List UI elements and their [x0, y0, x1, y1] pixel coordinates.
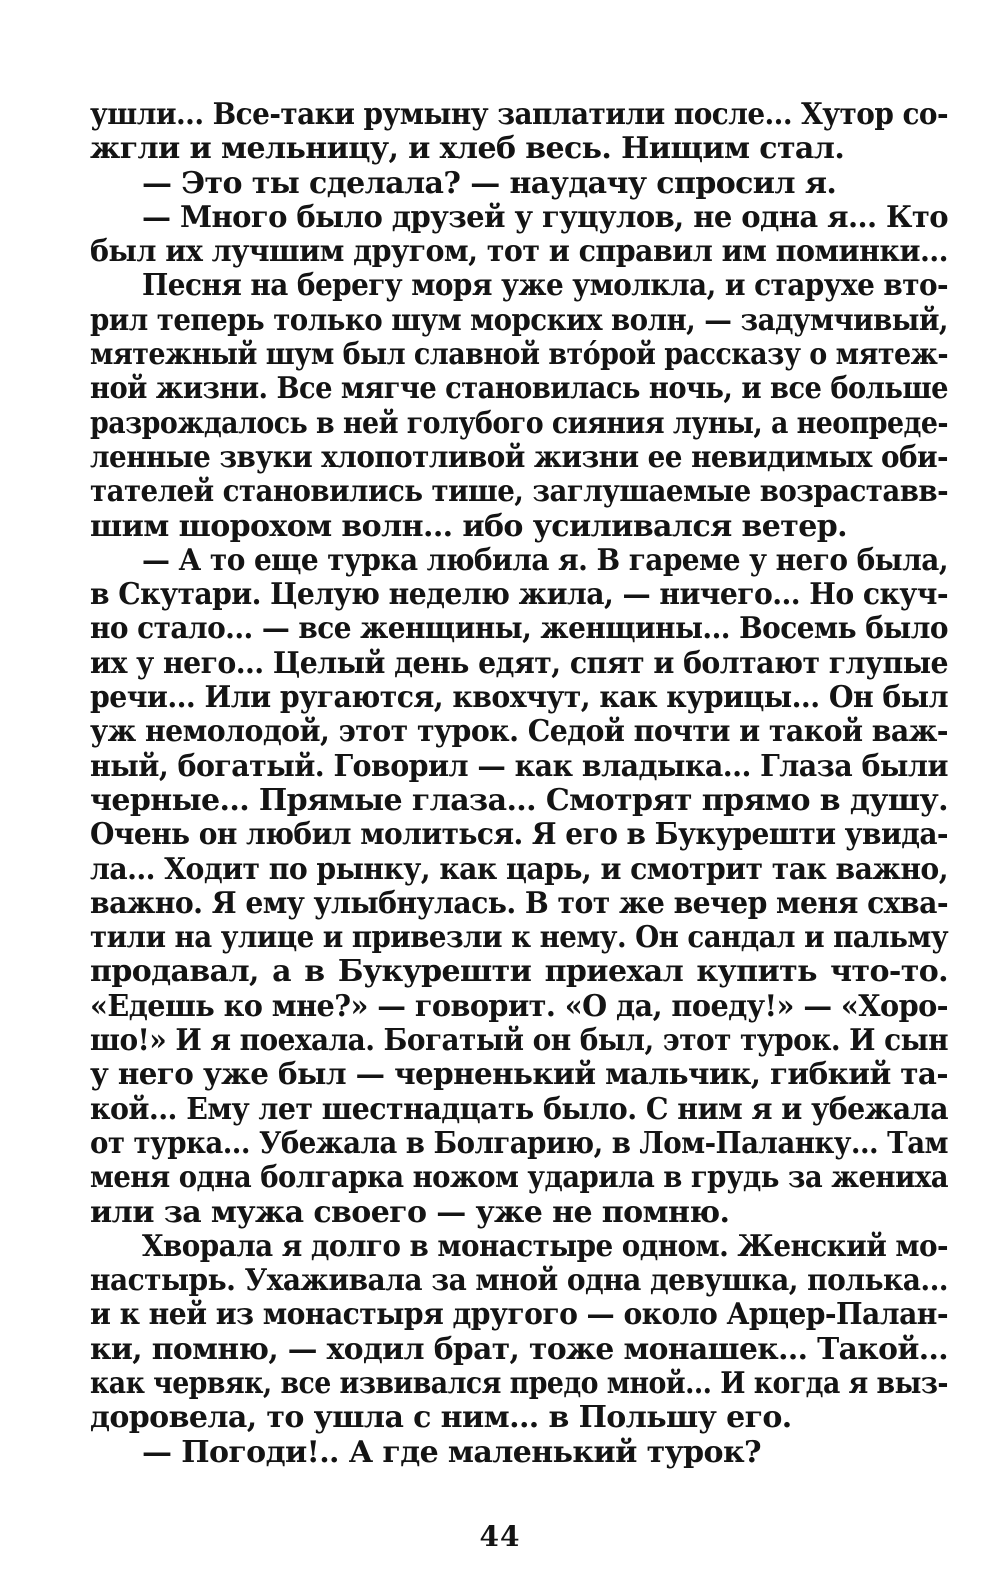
text-line: в Скутари. Целую неделю жила, — ничего... Но скуч- — [90, 577, 948, 613]
text-line: и к ней из монастыря другого — около Арцер-Палан- — [90, 1297, 948, 1333]
body-text — [90, 98, 948, 1470]
page-number: 44 — [479, 1520, 521, 1553]
text-line: шо!» И я поехала. Богатый он был, этот турок. И сын — [90, 1023, 948, 1059]
text-line: у него уже был — черненький мальчик, гибкий та- — [90, 1057, 948, 1093]
text-line: тателей становились тише, заглушаемые возраставв- — [90, 474, 948, 510]
text-line: Очень он любил молиться. Я его в Букурешти увида- — [90, 817, 948, 853]
text-line: жгли и мельницу, и хлеб весь. Нищим стал. — [90, 131, 845, 167]
text-line: но стало... — все женщины, женщины... Восемь было — [90, 611, 948, 647]
text-line: — Много было друзей у гуцулов, не одна я... Кто — [142, 199, 948, 235]
text-line: мятежный шум был славной вто́рой рассказу о мятеж- — [90, 337, 948, 373]
text-line: Песня на берегу моря уже умолкла, и старухе вто- — [142, 268, 948, 304]
text-line: «Едешь ко мне?» — говорит. «О да, поеду!» — «Хоро- — [90, 988, 948, 1024]
text-line: шим шорохом волн... ибо усиливался ветер. — [90, 508, 847, 544]
text-line: ушли... Все-таки румыну заплатили после... Хутор со- — [90, 97, 948, 132]
text-line: доровела, то ушла с ним... в Польшу его. — [90, 1400, 792, 1436]
text-line: или за мужа своего — уже не помню. — [90, 1194, 730, 1230]
text-line: настырь. Ухаживала за мной одна девушка, полька... — [90, 1263, 948, 1299]
text-line: ки, помню, — ходил брат, тоже монашек... Такой... — [90, 1331, 948, 1367]
text-line: ленные звуки хлопотливой жизни ее невидимых оби- — [90, 439, 948, 475]
text-line: рил теперь только шум морских волн, — задумчивый, — [90, 302, 948, 338]
text-line: — Погоди!.. А где маленький турок? — [142, 1434, 762, 1470]
text-line: ной жизни. Все мягче становилась ночь, и все больше — [90, 371, 948, 407]
text-line: продавал, а в Букурешти приехал купить что-то. — [90, 954, 948, 990]
text-line: кой... Ему лет шестнадцать было. С ним я и убежала — [90, 1091, 948, 1127]
text-line: — А то еще турка любила я. В гареме у него была, — [142, 542, 948, 578]
text-line: их у него... Целый день едят, спят и болтают глупые — [90, 645, 948, 681]
text-line: меня одна болгарка ножом ударила в грудь за жениха — [90, 1160, 948, 1196]
text-line: разрождалось в ней голубого сияния луны, а неопреде- — [90, 405, 948, 441]
text-line: ла... Ходит по рынку, как царь, и смотрит так важно, — [90, 851, 948, 887]
text-line: Хворала я долго в монастыре одном. Женский мо- — [142, 1228, 948, 1264]
text-line: черные... Прямые глаза... Смотрят прямо в душу. — [90, 782, 948, 818]
text-line: — Это ты сделала? — наудачу спросил я. — [142, 165, 837, 201]
text-line: был их лучшим другом, тот и справил им поминки... — [90, 234, 948, 270]
text-line: от турка... Убежала в Болгарию, в Лом-Паланку... Там — [90, 1125, 948, 1161]
text-line: как червяк, все извивался предо мной... И когда я выз- — [90, 1365, 948, 1401]
text-line: ный, богатый. Говорил — как владыка... Глаза были — [90, 748, 948, 784]
text-line: важно. Я ему улыбнулась. В тот же вечер меня схва- — [90, 885, 948, 921]
text-line: речи... Или ругаются, квохчут, как курицы... Он был — [90, 680, 948, 716]
text-line: уж немолодой, этот турок. Седой почти и такой важ- — [90, 714, 948, 750]
text-line: тили на улице и привезли к нему. Он сандал и пальму — [90, 920, 948, 956]
